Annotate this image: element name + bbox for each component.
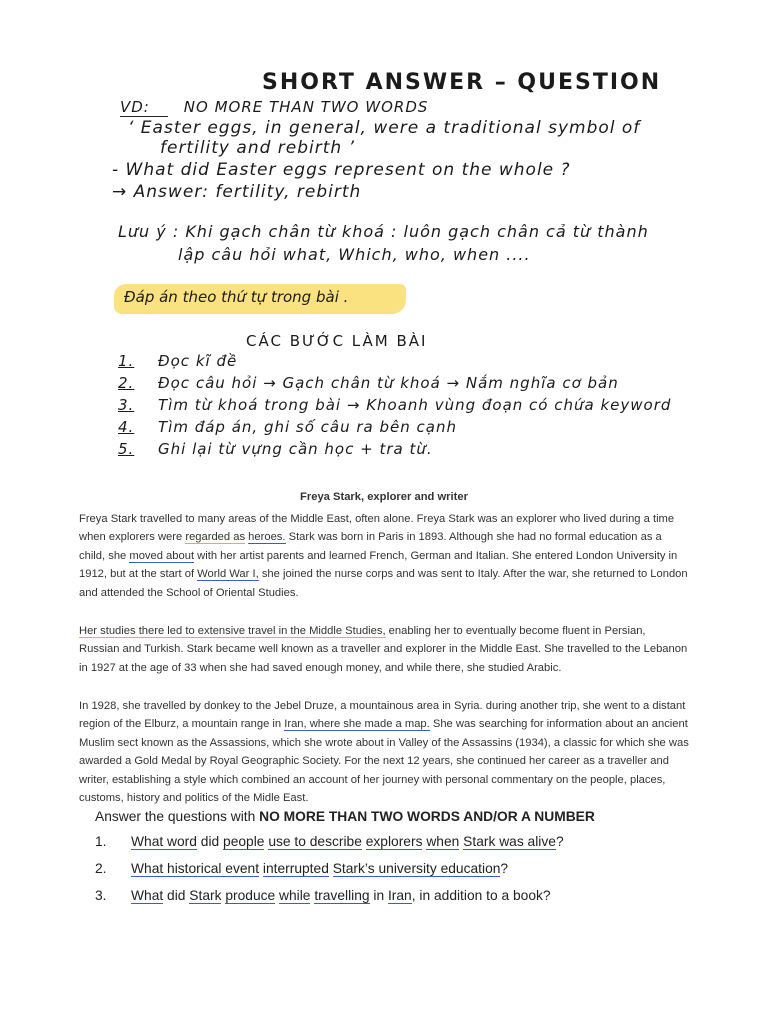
- keyword: people: [223, 834, 265, 849]
- text-run: with her artist parents and learned French, German and Italian. She entered London University in 1912, but at the start of: [79, 549, 678, 581]
- step-item: [118, 374, 619, 392]
- text-run: enabling her to eventually become fluent in Persian, Russian and Turkish. Stark became well known as a traveller and explorer in the Middle East. She travelled to the Lebanon in 1927 at the age of 33 when she had saved enough money, and while there, she studied Arabic.: [79, 625, 688, 674]
- keyword: explorers: [365, 834, 423, 849]
- keyword: while: [279, 888, 311, 903]
- step-item: [118, 352, 237, 370]
- underlined-phrase: World War I,: [197, 568, 259, 581]
- keyword: Iran: [387, 888, 412, 903]
- text-run: , in addition to a book?: [411, 888, 551, 903]
- text-run: ?: [555, 834, 564, 849]
- step-item: [118, 418, 457, 436]
- text-run: Freya Stark travelled to many areas of the Middle East, often alone. Freya Stark was an explorer who lived during a time when explorers were: [79, 513, 675, 544]
- step-item: [118, 396, 671, 414]
- note-line-1: Lưu ý : Khi gạch chân từ khoá : luôn gạch chân cả từ thành: [118, 222, 649, 241]
- keyword: Stark’s university education: [332, 861, 501, 876]
- keyword: What word: [131, 834, 197, 849]
- step-number: 3.: [118, 396, 135, 414]
- step-text: Đọc câu hỏi → Gạch chân từ khoá → Nắm nghĩa cơ bản: [158, 374, 619, 392]
- example-question: - What did Easter eggs represent on the whole ?: [112, 160, 571, 180]
- task-instruction: [95, 809, 595, 824]
- step-item: [118, 440, 433, 458]
- text-run: Stark was born in Paris in 1893. Although she had no formal education as a child, she: [79, 531, 662, 562]
- step-text: Tìm từ khoá trong bài → Khoanh vùng đoạn có chứa keyword: [158, 396, 672, 414]
- question-number: 3.: [95, 888, 107, 903]
- keyword: when: [426, 834, 460, 849]
- question-text: [131, 888, 551, 915]
- steps-title: CÁC BƯỚC LÀM BÀI: [246, 332, 428, 350]
- text-run: in: [369, 888, 388, 903]
- text-run: did: [196, 834, 224, 849]
- keyword: Stark was alive: [463, 834, 556, 849]
- question-text: [131, 834, 564, 861]
- notes-title: SHORT ANSWER – QUESTION: [262, 70, 662, 95]
- highlighted-phrase: Her studies there led to extensive travel in the Middle Studies,: [79, 625, 386, 637]
- note-line-2: lập câu hỏi what, Which, who, when ....: [178, 245, 531, 264]
- highlighted-phrase: regarded as: [185, 531, 246, 544]
- keyword: Stark: [189, 888, 222, 903]
- example-quote-line-2: fertility and rebirth ’: [160, 138, 355, 158]
- text-run: In 1928, she travelled by donkey to the Jebel Druze, a mountainous area in Syria. during another trip, she went to a distant region of the Elburz, a mountain range in: [79, 700, 686, 731]
- keyword: What historical event: [131, 861, 260, 876]
- underlined-phrase: heroes.: [248, 531, 286, 544]
- example-label: [120, 98, 428, 117]
- underlined-phrase: Iran, where she made a map.: [284, 718, 430, 731]
- question-text: [131, 861, 508, 888]
- highlighted-note: Đáp án theo thứ tự trong bài .: [124, 288, 349, 306]
- step-text: Tìm đáp án, ghi số câu ra bên cạnh: [158, 418, 457, 436]
- step-number: 5.: [118, 440, 135, 458]
- text-run: did: [163, 888, 190, 903]
- task-limit: NO MORE THAN TWO WORDS AND/OR A NUMBER: [259, 809, 595, 824]
- keyword: produce: [225, 888, 276, 903]
- step-number: 4.: [118, 418, 135, 436]
- question-number: 2.: [95, 861, 107, 876]
- step-text: Đọc kĩ đề: [158, 352, 238, 370]
- step-number: 1.: [118, 352, 135, 370]
- question-list: [95, 834, 564, 915]
- passage-paragraph-2: [79, 622, 689, 677]
- text-run: she joined the nurse corps and was sent to Italy. After the war, she returned to London and attended the School of Oriental Studies.: [79, 568, 688, 599]
- step-number: 2.: [118, 374, 135, 392]
- keyword: interrupted: [262, 861, 329, 876]
- question-item: [95, 861, 564, 888]
- question-item: [95, 834, 564, 861]
- keyword: use to describe: [268, 834, 362, 849]
- question-number: 1.: [95, 834, 107, 849]
- question-item: [95, 888, 564, 915]
- example-instruction: NO MORE THAN TWO WORDS: [183, 98, 429, 116]
- passage-title: Freya Stark, explorer and writer: [300, 491, 468, 503]
- example-answer: → Answer: fertility, rebirth: [112, 182, 362, 202]
- example-prefix: VD:: [120, 98, 168, 117]
- text-run: She was searching for information about an ancient Muslim sect known as the Assassions, which she wrote about in Valley of the Assassins (1934), a classic for which she was awarded a Gold Medal by Royal Geographic Society. For the next 12 years, she continued her career as a traveller and writer, establishing a style which combined an account of her journey with personal commentary on the people, places, customs, history and politics of the Midle East.: [79, 718, 689, 805]
- passage-paragraph-3: [79, 697, 689, 807]
- task-prefix: Answer the questions with: [95, 809, 260, 824]
- text-run: ?: [500, 861, 509, 876]
- keyword: travelling: [314, 888, 370, 903]
- keyword: What: [131, 888, 164, 903]
- example-quote-line-1: ‘ Easter eggs, in general, were a traditional symbol of: [128, 118, 641, 138]
- step-text: Ghi lại từ vựng cần học + tra từ.: [158, 440, 433, 458]
- passage-paragraph-1: [79, 510, 689, 602]
- underlined-phrase: moved about: [129, 549, 195, 562]
